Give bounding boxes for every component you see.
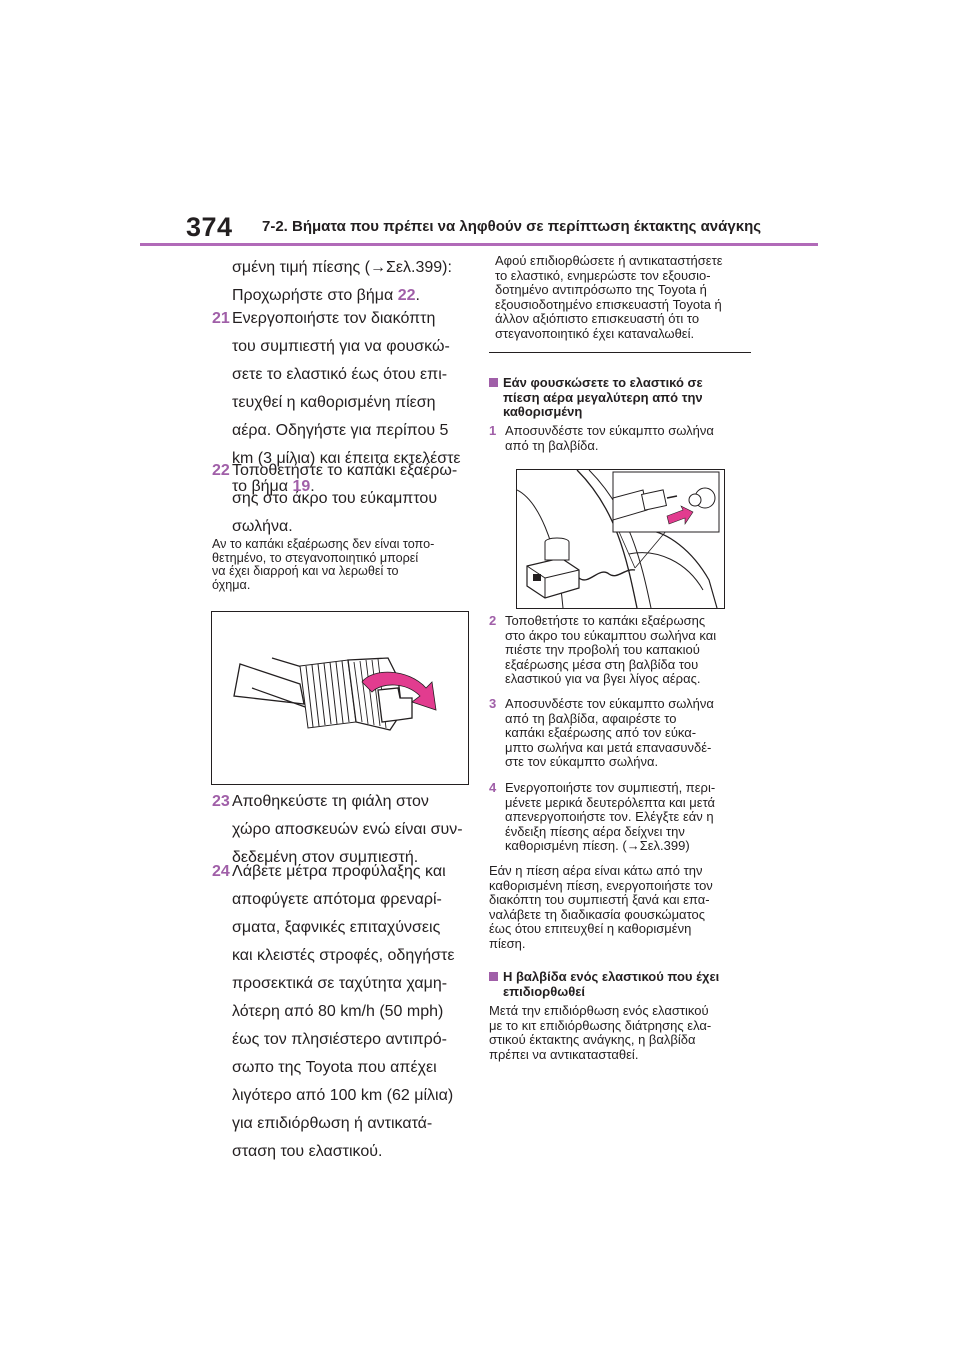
text-line: ένδειξη πίεσης αέρα δείχνει την (505, 823, 685, 839)
text-line: Μετά την επιδιόρθωση ενός ελαστικού (489, 1003, 709, 1018)
text-line: θετημένο, το στεγανοποιητικό μπορεί (212, 550, 419, 565)
step-number: 23 (212, 793, 230, 810)
hose-cap-illustration (211, 611, 469, 785)
text-line: του συμπιεστή για να φουσκώ- (232, 338, 450, 355)
substep-number: 3 (489, 696, 497, 711)
text-line: επιδιορθωθεί (503, 983, 586, 999)
step-reference: 19 (292, 478, 311, 495)
text-line: Εάν η πίεση αέρα είναι κάτω από την (489, 863, 703, 878)
text-line: καθορισμένη (503, 404, 583, 420)
text-line: Η βαλβίδα ενός ελαστικού που έχει (489, 970, 749, 985)
text-line: 24 Λάβετε μέτρα προφύλαξης και (212, 858, 474, 886)
valve-replacement-text (489, 1004, 749, 1062)
text-line: σωλήνα. (232, 518, 293, 535)
text-line: στο άκρο του εύκαμπτου σωλήνα και (505, 627, 717, 643)
text-line: προσεκτικά σε ταχύτητα χαμη- (232, 975, 448, 992)
text-line: Ενεργοποιήστε τον συμπιεστή, περι- (505, 780, 716, 795)
text-line: με το κιτ επιδιόρθωσης διάτρησης ελα- (489, 1017, 712, 1033)
text-line: μπτο σωλήνα και μετά επανασυνδέ- (505, 739, 712, 755)
substep-1 (489, 424, 765, 453)
substep-3 (489, 697, 765, 770)
section-title: 7-2. Βήματα που πρέπει να ληφθούν σε περίπτωση έκτακτης ανάγκης (262, 218, 762, 235)
text-line: καθορισμένη πίεση. (→Σελ.399) (505, 838, 690, 854)
text-line: δεδεμένη στον συμπιεστή. (232, 849, 419, 866)
section-bullet-icon (489, 378, 498, 387)
text-line: λιγότερο από 100 km (62 μίλια) (232, 1087, 454, 1104)
text-line: να έχει διαρροή και να λερωθεί το (212, 564, 399, 578)
text-line: για επιδιόρθωση ή αντικατά- (232, 1115, 433, 1132)
tire-valve-illustration (516, 469, 725, 609)
section-divider (489, 352, 751, 353)
caution-note (212, 538, 474, 592)
text-line: Προχωρήστε στο βήμα 22. (232, 287, 420, 304)
text-line: από τη βαλβίδα, αφαιρέστε το (505, 710, 677, 726)
substep-number: 2 (489, 613, 497, 628)
text-line: και κλειστές στροφές, οδηγήστε (232, 947, 455, 964)
text-line: τευχθεί η καθορισμένη πίεση (232, 394, 436, 411)
text-line: 22 Τοποθετήστε το καπάκι εξαέρω- (212, 457, 474, 485)
intro-continuation (212, 254, 474, 310)
pressure-recheck-text (489, 864, 749, 952)
text-line: πίεση αέρα μεγαλύτερη από την (503, 389, 703, 405)
after-repair-note (495, 254, 755, 342)
step-24 (212, 858, 474, 1166)
text-line: από τη βαλβίδα. (505, 437, 599, 453)
text-line: 21 Ενεργοποιήστε τον διακόπτη (212, 305, 474, 333)
text-line: Αν το καπάκι εξαέρωσης δεν είναι τοπο- (212, 537, 435, 551)
text-line: στικού έκτακτης ανάγκης, η βαλβίδα (489, 1032, 696, 1048)
header-divider (140, 243, 818, 246)
text-line: το βήμα 19. (232, 478, 315, 495)
page-number: 374 (186, 212, 233, 242)
substep-number: 1 (489, 423, 497, 438)
text-line: σμένη τιμή πίεσης (→Σελ.399): (232, 259, 452, 276)
tire-valve-drawing (517, 470, 724, 608)
text-line: ελαστικού για να βγει λίγος αέρας. (505, 671, 701, 687)
text-line: αέρα. Οδηγήστε για περίπου 5 (232, 422, 449, 439)
text-line: άλλον αξιόπιστο επισκευαστή ότι το (495, 311, 700, 327)
step-number: 22 (212, 462, 230, 479)
text-line: ναλάβετε τη διαδικασία φουσκώματος (489, 906, 706, 922)
substep-4 (489, 781, 765, 854)
step-22 (212, 457, 474, 541)
text-line: έως τον πλησιέστερο αντιπρό- (232, 1031, 447, 1048)
text-line: km (3 μίλια) και έπειτα εκτελέστε (232, 450, 461, 467)
text-line: λότερη από 80 km/h (50 mph) (232, 1003, 444, 1020)
text-line: πιέστε την προβολή του καπακιού (505, 642, 700, 658)
text-line: εξαέρωσης μέσα στη βαλβίδα του (505, 656, 699, 672)
text-line: Αποσυνδέστε τον εύκαμπτο σωλήνα (505, 423, 714, 438)
text-line: σταση του ελαστικού. (232, 1143, 383, 1160)
step-reference: 22 (397, 287, 416, 304)
hose-cap-drawing (212, 612, 468, 784)
text-line: Εάν φουσκώσετε το ελαστικό σε (489, 376, 749, 391)
text-line: σης στο άκρο του εύκαμπτου (232, 490, 438, 507)
text-line: στε τον εύκαμπτο σωλήνα. (505, 754, 659, 770)
text-line: απενεργοποιήστε τον. Ελέγξτε εάν η (505, 809, 714, 825)
substep-number: 4 (489, 780, 497, 795)
text-line: χώρο αποσκευών ενώ είναι συν- (232, 821, 463, 838)
step-number: 24 (212, 863, 230, 880)
text-line: Τοποθετήστε το καπάκι εξαέρωσης (505, 613, 706, 628)
text-line: το ελαστικό, ενημερώστε τον εξουσιο- (495, 267, 711, 283)
substep-2 (489, 614, 765, 687)
text-line: 23 Αποθηκεύστε τη φιάλη στον (212, 788, 474, 816)
text-line: αποφύγετε απότομα φρεναρί- (232, 891, 442, 908)
text-line: σματα, ξαφνικές επιταχύνσεις (232, 919, 441, 936)
text-line: δοτημένο αντιπρόσωπο της Toyota ή (495, 282, 707, 298)
section-bullet-icon (489, 972, 498, 981)
text-line: μένετε μερικά δευτερόλεπτα και μετά (505, 794, 716, 810)
text-line: σετε το ελαστικό έως ότου επι- (232, 366, 448, 383)
text-line: στεγανοποιητικό έχει καταναλωθεί. (495, 325, 695, 341)
text-line: πρέπει να αντικατασταθεί. (489, 1046, 639, 1062)
text-line: Αφού επιδιορθώσετε ή αντικαταστήσετε (495, 253, 723, 268)
text-line: σωπο της Toyota που απέχει (232, 1059, 437, 1076)
section-heading-repaired-valve (489, 970, 749, 999)
text-line: πίεση. (489, 935, 526, 951)
text-line: εξουσιοδοτημένο επισκευαστή Toyota ή (495, 296, 722, 312)
text-line: έως ότου επιτευχθεί η καθορισμένη (489, 921, 692, 937)
step-number: 21 (212, 310, 230, 327)
text-line: καπάκι εξαέρωσης από τον εύκα- (505, 725, 697, 741)
text-line: καθορισμένη πίεση, ενεργοποιήστε τον (489, 877, 713, 893)
text-line: διακόπτη του συμπιεστή ξανά και επα- (489, 892, 710, 908)
text-line: όχημα. (212, 577, 251, 592)
section-heading-overinflation (489, 376, 749, 420)
text-line: Αποσυνδέστε τον εύκαμπτο σωλήνα (505, 696, 714, 711)
